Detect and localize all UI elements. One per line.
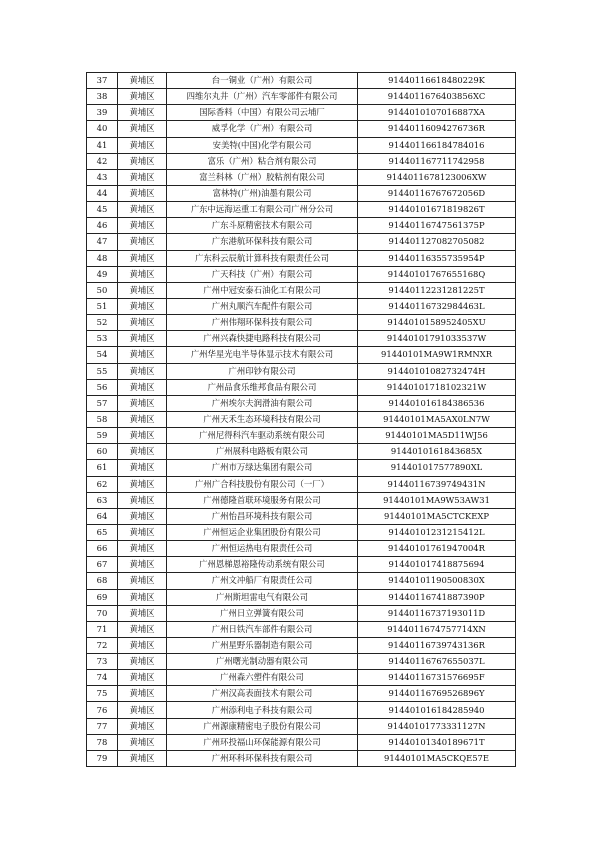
credit-code-cell: 91440101791033537W	[358, 331, 516, 347]
district-cell: 黄埔区	[118, 411, 167, 427]
table-row	[87, 411, 516, 427]
row-number: 58	[87, 411, 118, 427]
table-row	[87, 460, 516, 476]
company-name-cell: 富林特(广州)油墨有限公司	[167, 185, 358, 201]
company-name-cell: 广州恩梯恩裕隆传动系统有限公司	[167, 557, 358, 573]
row-number: 47	[87, 234, 118, 250]
company-name-cell: 广州添利电子科技有限公司	[167, 702, 358, 718]
district-cell: 黄埔区	[118, 121, 167, 137]
district-cell: 黄埔区	[118, 428, 167, 444]
district-cell: 黄埔区	[118, 605, 167, 621]
row-number: 74	[87, 670, 118, 686]
table-row	[87, 331, 516, 347]
credit-code-cell: 9144011678123006XW	[358, 169, 516, 185]
row-number: 49	[87, 266, 118, 282]
table-row	[87, 347, 516, 363]
district-cell: 黄埔区	[118, 750, 167, 766]
table-row	[87, 218, 516, 234]
row-number: 62	[87, 476, 118, 492]
table-row	[87, 379, 516, 395]
credit-code-cell: 91440101718102321W	[358, 379, 516, 395]
row-number: 78	[87, 734, 118, 750]
table-row	[87, 363, 516, 379]
table-row	[87, 234, 516, 250]
credit-code-cell: 91440101231215412L	[358, 524, 516, 540]
company-name-cell: 广天科技（广州）有限公司	[167, 266, 358, 282]
credit-code-cell: 91440116741887390P	[358, 589, 516, 605]
company-name-cell: 广州品食乐维邦食品有限公司	[167, 379, 358, 395]
row-number: 67	[87, 557, 118, 573]
credit-code-cell: 914401016184285940	[358, 702, 516, 718]
row-number: 71	[87, 621, 118, 637]
district-cell: 黄埔区	[118, 298, 167, 314]
table-row	[87, 702, 516, 718]
table-row	[87, 73, 516, 89]
credit-code-cell: 9144010107016887XA	[358, 105, 516, 121]
district-cell: 黄埔区	[118, 686, 167, 702]
table-body	[87, 73, 516, 767]
credit-code-cell: 91440101082732474H	[358, 363, 516, 379]
company-name-cell: 广州日立弹簧有限公司	[167, 605, 358, 621]
district-cell: 黄埔区	[118, 670, 167, 686]
district-cell: 黄埔区	[118, 492, 167, 508]
row-number: 61	[87, 460, 118, 476]
credit-code-cell: 914401127082705082	[358, 234, 516, 250]
district-cell: 黄埔区	[118, 508, 167, 524]
table-row	[87, 573, 516, 589]
table-row	[87, 734, 516, 750]
district-cell: 黄埔区	[118, 185, 167, 201]
table-row	[87, 105, 516, 121]
row-number: 46	[87, 218, 118, 234]
row-number: 72	[87, 637, 118, 653]
row-number: 69	[87, 589, 118, 605]
table-row	[87, 298, 516, 314]
table-row	[87, 89, 516, 105]
row-number: 48	[87, 250, 118, 266]
company-name-cell: 广州德隆首联环境服务有限公司	[167, 492, 358, 508]
company-name-cell: 广州曙光制动器有限公司	[167, 654, 358, 670]
credit-code-cell: 91440101MA9W1RMNXR	[358, 347, 516, 363]
row-number: 75	[87, 686, 118, 702]
row-number: 54	[87, 347, 118, 363]
credit-code-cell: 91440116769526896Y	[358, 686, 516, 702]
row-number: 39	[87, 105, 118, 121]
company-name-cell: 安美特(中国)化学有限公司	[167, 137, 358, 153]
table-row	[87, 428, 516, 444]
district-cell: 黄埔区	[118, 250, 167, 266]
company-table	[86, 72, 516, 767]
row-number: 59	[87, 428, 118, 444]
row-number: 60	[87, 444, 118, 460]
row-number: 38	[87, 89, 118, 105]
company-name-cell: 广州日铁汽车部件有限公司	[167, 621, 358, 637]
district-cell: 黄埔区	[118, 637, 167, 653]
district-cell: 黄埔区	[118, 524, 167, 540]
district-cell: 黄埔区	[118, 169, 167, 185]
credit-code-cell: 9144010161843685X	[358, 444, 516, 460]
table-row	[87, 137, 516, 153]
district-cell: 黄埔区	[118, 137, 167, 153]
table-row	[87, 185, 516, 201]
credit-code-cell: 91440116094276736R	[358, 121, 516, 137]
row-number: 43	[87, 169, 118, 185]
row-number: 45	[87, 202, 118, 218]
credit-code-cell: 91440116747561375P	[358, 218, 516, 234]
company-name-cell: 广州斯坦雷电气有限公司	[167, 589, 358, 605]
company-name-cell: 广州展科电路板有限公司	[167, 444, 358, 460]
table-row	[87, 750, 516, 766]
district-cell: 黄埔区	[118, 218, 167, 234]
company-name-cell: 广州森六塑件有限公司	[167, 670, 358, 686]
company-name-cell: 广州环科环保科技有限公司	[167, 750, 358, 766]
company-name-cell: 广州天禾生态环境科技有限公司	[167, 411, 358, 427]
table-row	[87, 637, 516, 653]
credit-code-cell: 9144011676403856XC	[358, 89, 516, 105]
row-number: 65	[87, 524, 118, 540]
table-row	[87, 153, 516, 169]
row-number: 77	[87, 718, 118, 734]
credit-code-cell: 91440116739749431N	[358, 476, 516, 492]
district-cell: 黄埔区	[118, 202, 167, 218]
company-name-cell: 广州星野乐器制造有限公司	[167, 637, 358, 653]
district-cell: 黄埔区	[118, 460, 167, 476]
company-name-cell: 广州文冲船厂有限责任公司	[167, 573, 358, 589]
credit-code-cell: 914401166184784016	[358, 137, 516, 153]
company-name-cell: 国际香料（中国）有限公司云埔厂	[167, 105, 358, 121]
table-row	[87, 524, 516, 540]
credit-code-cell: 914401016184386536	[358, 395, 516, 411]
district-cell: 黄埔区	[118, 105, 167, 121]
credit-code-cell: 914401167711742958	[358, 153, 516, 169]
district-cell: 黄埔区	[118, 266, 167, 282]
district-cell: 黄埔区	[118, 718, 167, 734]
credit-code-cell: 9144011674757714XN	[358, 621, 516, 637]
table-row	[87, 315, 516, 331]
table-row	[87, 541, 516, 557]
row-number: 52	[87, 315, 118, 331]
company-name-cell: 广州中冠安泰石油化工有限公司	[167, 282, 358, 298]
row-number: 40	[87, 121, 118, 137]
company-name-cell: 广州广合科技股份有限公司（一厂）	[167, 476, 358, 492]
credit-code-cell: 91440101MA5AX0LN7W	[358, 411, 516, 427]
table-row	[87, 670, 516, 686]
table-row	[87, 250, 516, 266]
company-name-cell: 广州恒运企业集团股份有限公司	[167, 524, 358, 540]
credit-code-cell: 91440116737193011D	[358, 605, 516, 621]
company-name-cell: 广州汉高表面技术有限公司	[167, 686, 358, 702]
credit-code-cell: 9144010158952405XU	[358, 315, 516, 331]
credit-code-cell: 91440101767655168Q	[358, 266, 516, 282]
district-cell: 黄埔区	[118, 315, 167, 331]
table-row	[87, 169, 516, 185]
district-cell: 黄埔区	[118, 557, 167, 573]
credit-code-cell: 914401017577890XL	[358, 460, 516, 476]
table-row	[87, 444, 516, 460]
table-row	[87, 621, 516, 637]
credit-code-cell: 91440101MA9W53AW31	[358, 492, 516, 508]
company-name-cell: 广州华星光电半导体显示技术有限公司	[167, 347, 358, 363]
district-cell: 黄埔区	[118, 702, 167, 718]
company-name-cell: 广州印钞有限公司	[167, 363, 358, 379]
row-number: 42	[87, 153, 118, 169]
credit-code-cell: 91440116731576695F	[358, 670, 516, 686]
table-row	[87, 605, 516, 621]
company-name-cell: 广州市万绿达集团有限公司	[167, 460, 358, 476]
table-row	[87, 395, 516, 411]
district-cell: 黄埔区	[118, 654, 167, 670]
district-cell: 黄埔区	[118, 153, 167, 169]
row-number: 37	[87, 73, 118, 89]
district-cell: 黄埔区	[118, 444, 167, 460]
district-cell: 黄埔区	[118, 573, 167, 589]
row-number: 44	[87, 185, 118, 201]
company-name-cell: 广州环投福山环保能源有限公司	[167, 734, 358, 750]
company-name-cell: 富兰科林（广州）胶粘剂有限公司	[167, 169, 358, 185]
credit-code-cell: 914401017418875694	[358, 557, 516, 573]
credit-code-cell: 91440116767672056D	[358, 185, 516, 201]
credit-code-cell: 91440101340189671T	[358, 734, 516, 750]
table-row	[87, 589, 516, 605]
district-cell: 黄埔区	[118, 282, 167, 298]
district-cell: 黄埔区	[118, 347, 167, 363]
company-name-cell: 广州源康精密电子股份有限公司	[167, 718, 358, 734]
row-number: 70	[87, 605, 118, 621]
district-cell: 黄埔区	[118, 363, 167, 379]
credit-code-cell: 91440112231281225T	[358, 282, 516, 298]
credit-code-cell: 91440101761947004R	[358, 541, 516, 557]
district-cell: 黄埔区	[118, 331, 167, 347]
company-name-cell: 广东港航环保科技有限公司	[167, 234, 358, 250]
table-row	[87, 686, 516, 702]
company-name-cell: 广州恒运热电有限责任公司	[167, 541, 358, 557]
company-name-cell: 四维尔丸井（广州）汽车零部件有限公司	[167, 89, 358, 105]
credit-code-cell: 91440116767655037L	[358, 654, 516, 670]
table-row	[87, 266, 516, 282]
district-cell: 黄埔区	[118, 73, 167, 89]
table-row	[87, 557, 516, 573]
table-row	[87, 282, 516, 298]
row-number: 63	[87, 492, 118, 508]
table-row	[87, 121, 516, 137]
company-name-cell: 广州丸顺汽车配件有限公司	[167, 298, 358, 314]
row-number: 51	[87, 298, 118, 314]
table-row	[87, 476, 516, 492]
row-number: 50	[87, 282, 118, 298]
district-cell: 黄埔区	[118, 589, 167, 605]
district-cell: 黄埔区	[118, 541, 167, 557]
table-row	[87, 202, 516, 218]
company-name-cell: 广州怡昌环境科技有限公司	[167, 508, 358, 524]
district-cell: 黄埔区	[118, 734, 167, 750]
table-row	[87, 654, 516, 670]
row-number: 68	[87, 573, 118, 589]
row-number: 56	[87, 379, 118, 395]
credit-code-cell: 91440101773331127N	[358, 718, 516, 734]
company-name-cell: 广东中远海运重工有限公司广州分公司	[167, 202, 358, 218]
table-row	[87, 492, 516, 508]
credit-code-cell: 91440101190500830X	[358, 573, 516, 589]
company-name-cell: 威孚化学（广州）有限公司	[167, 121, 358, 137]
company-name-cell: 富乐（广州）粘合剂有限公司	[167, 153, 358, 169]
row-number: 53	[87, 331, 118, 347]
credit-code-cell: 91440101MA5D11WJ56	[358, 428, 516, 444]
row-number: 57	[87, 395, 118, 411]
company-name-cell: 广东斗原精密技术有限公司	[167, 218, 358, 234]
company-name-cell: 广州埃尔夫润滑油有限公司	[167, 395, 358, 411]
company-name-cell: 台一铜业（广州）有限公司	[167, 73, 358, 89]
table-row	[87, 508, 516, 524]
credit-code-cell: 91440101MA5CTCKEXP	[358, 508, 516, 524]
credit-code-cell: 91440101671819826T	[358, 202, 516, 218]
row-number: 64	[87, 508, 118, 524]
district-cell: 黄埔区	[118, 234, 167, 250]
table-row	[87, 718, 516, 734]
credit-code-cell: 91440116732984463L	[358, 298, 516, 314]
credit-code-cell: 91440101MA5CKQE57E	[358, 750, 516, 766]
company-name-cell: 广州伟翔环保科技有限公司	[167, 315, 358, 331]
district-cell: 黄埔区	[118, 621, 167, 637]
company-name-cell: 广州尼得科汽车驱动系统有限公司	[167, 428, 358, 444]
credit-code-cell: 91440116739743136R	[358, 637, 516, 653]
district-cell: 黄埔区	[118, 476, 167, 492]
credit-code-cell: 91440116618480229K	[358, 73, 516, 89]
row-number: 55	[87, 363, 118, 379]
row-number: 76	[87, 702, 118, 718]
row-number: 79	[87, 750, 118, 766]
district-cell: 黄埔区	[118, 395, 167, 411]
row-number: 41	[87, 137, 118, 153]
row-number: 73	[87, 654, 118, 670]
district-cell: 黄埔区	[118, 89, 167, 105]
company-name-cell: 广州兴森快捷电路科技有限公司	[167, 331, 358, 347]
row-number: 66	[87, 541, 118, 557]
credit-code-cell: 91440116355735954P	[358, 250, 516, 266]
district-cell: 黄埔区	[118, 379, 167, 395]
company-name-cell: 广东科云辰航计算科技有限责任公司	[167, 250, 358, 266]
